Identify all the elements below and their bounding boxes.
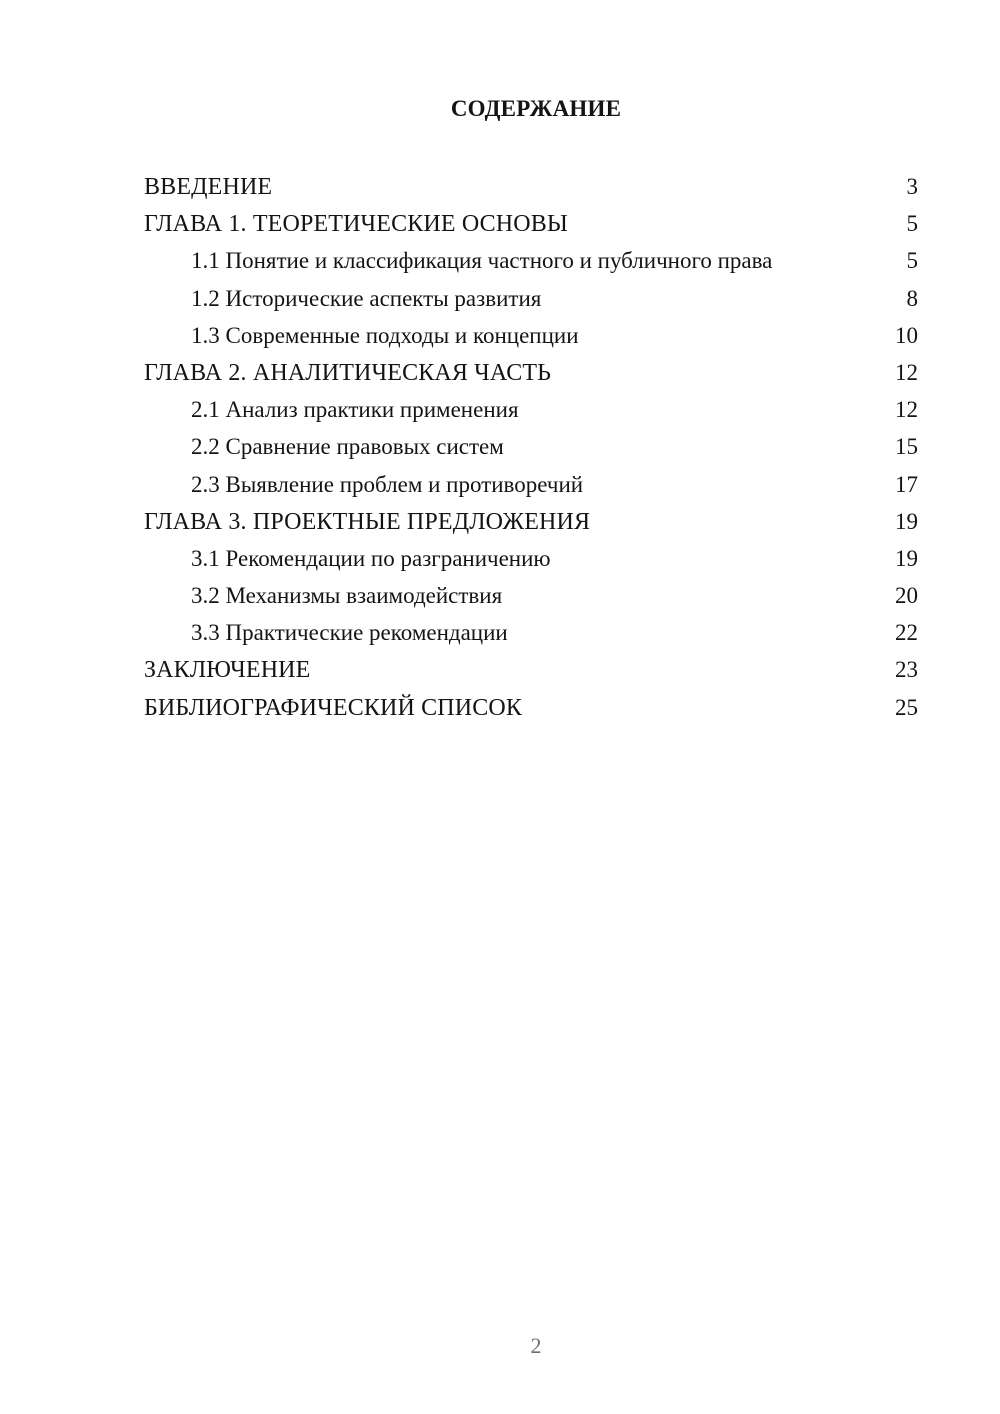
toc-entry-chapter-1: [144, 205, 918, 242]
toc-entry-label: ГЛАВА 3. ПРОЕКТНЫЕ ПРЕДЛОЖЕНИЯ: [144, 508, 591, 535]
toc-entry-label: 2.3 Выявление проблем и противоречий: [191, 471, 584, 497]
toc-entry-page: 8: [906, 285, 918, 311]
toc-entry-label: БИБЛИОГРАФИЧЕСКИЙ СПИСОК: [144, 694, 523, 721]
toc-entry-label: 2.1 Анализ практики применения: [191, 397, 519, 423]
toc-entry-label: 1.1 Понятие и классификация частного и публичного права: [191, 248, 773, 274]
toc-entry-label: 1.2 Исторические аспекты развития: [191, 285, 542, 311]
toc-entry-label: ЗАКЛЮЧЕНИЕ: [144, 657, 311, 684]
toc-entry-section-3-3: [144, 614, 918, 651]
toc-entry-chapter-2: [144, 354, 918, 391]
toc-entry-page: 25: [895, 694, 918, 720]
table-of-contents: [144, 168, 918, 726]
toc-entry-chapter-3: [144, 503, 918, 540]
toc-entry-label: 3.1 Рекомендации по разграничению: [191, 545, 551, 571]
toc-entry-page: 17: [895, 471, 918, 497]
toc-entry-section-1-2: [144, 280, 918, 317]
toc-entry-page: 15: [895, 434, 918, 460]
toc-entry-page: 10: [895, 322, 918, 348]
toc-entry-page: 19: [895, 545, 918, 571]
toc-entry-label: ГЛАВА 2. АНАЛИТИЧЕСКАЯ ЧАСТЬ: [144, 359, 552, 386]
toc-entry-section-2-1: [144, 391, 918, 428]
toc-entry-label: ВВЕДЕНИЕ: [144, 174, 273, 200]
toc-entry-section-2-3: [144, 466, 918, 503]
toc-entry-section-3-1: [144, 540, 918, 577]
toc-entry-page: 5: [906, 248, 918, 274]
toc-entry-page: 5: [906, 211, 918, 237]
toc-entry-label: 1.3 Современные подходы и концепции: [191, 322, 579, 348]
toc-entry-page: 20: [895, 583, 918, 609]
toc-entry-introduction: [144, 168, 918, 205]
toc-entry-label: 2.2 Сравнение правовых систем: [191, 434, 504, 460]
toc-entry-page: 12: [895, 397, 918, 423]
toc-entry-page: 12: [895, 359, 918, 385]
toc-entry-section-1-3: [144, 317, 918, 354]
toc-entry-label: 3.3 Практические рекомендации: [191, 620, 508, 646]
toc-entry-section-1-1: [144, 242, 918, 279]
toc-entry-page: 3: [906, 174, 918, 199]
toc-entry-page: 23: [895, 657, 918, 683]
page-number: 2: [530, 1333, 542, 1358]
toc-entry-label: 3.2 Механизмы взаимодействия: [191, 583, 503, 609]
toc-entry-page: 19: [895, 508, 918, 534]
toc-entry-bibliography: [144, 689, 918, 726]
page-title: СОДЕРЖАНИЕ: [450, 96, 622, 121]
toc-entry-page: 22: [895, 620, 918, 646]
toc-entry-section-2-2: [144, 428, 918, 465]
toc-entry-section-3-2: [144, 577, 918, 614]
toc-entry-conclusion: [144, 651, 918, 688]
toc-entry-label: ГЛАВА 1. ТЕОРЕТИЧЕСКИЕ ОСНОВЫ: [144, 211, 569, 238]
